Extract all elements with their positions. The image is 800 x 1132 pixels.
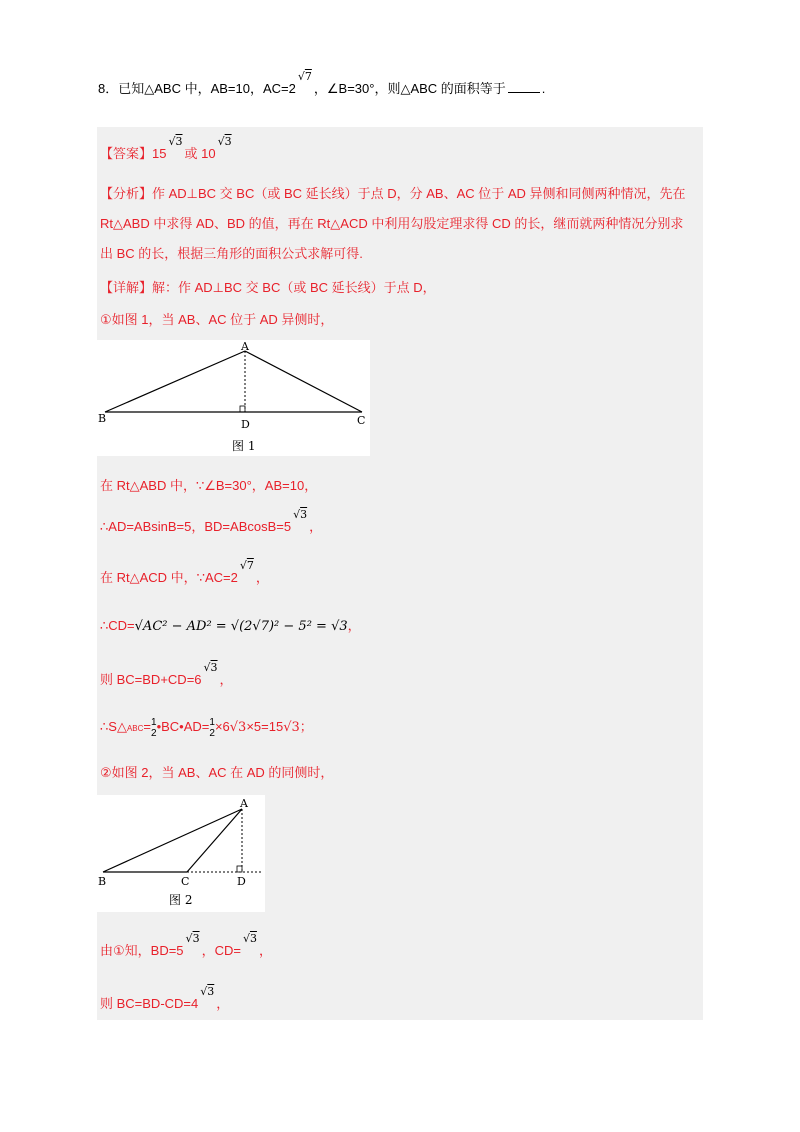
sqrt-3-b: √3 [217, 135, 232, 148]
sqrt-3: √3 [200, 985, 215, 998]
question-suffix: . [541, 81, 546, 96]
right-angle-mark [240, 406, 245, 412]
line-ab [103, 809, 242, 872]
answer-value-a: 15 [152, 146, 167, 161]
figure-2-label: 图 2 [169, 893, 193, 907]
detail-line: 【详解】解：作 AD⊥BC 交 BC（或 BC 延长线）于点 D， [100, 280, 436, 295]
answer-label: 【答案】 [100, 146, 153, 161]
case1-line-3: 在 Rt△ACD 中，$\because AC=2^{√7}$， [100, 559, 269, 585]
figure-1-svg [97, 340, 370, 456]
case1-line-1: 在 Rt△ABD 中，∵∠B=30°，AB=10， [100, 478, 318, 493]
figure-2 [97, 795, 265, 912]
figure-1-label: 图 1 [232, 439, 256, 453]
case1-intro: ①如图 1，当 AB、AC 位于 AD 异侧时， [100, 312, 334, 327]
question-middle: ，∠B=30°，则△ABC 的面积等于 [313, 81, 506, 96]
point-a: A [240, 797, 248, 810]
line-ab [105, 351, 245, 412]
answer-or: 或 10 [184, 146, 216, 161]
question-prefix: 8．已知△ABC 中，AB=10，AC=2 [98, 81, 296, 96]
right-angle-mark [237, 866, 242, 872]
point-c: C [357, 414, 366, 427]
sqrt-7: √7 [297, 70, 312, 83]
case1-line-6: ∴S△ABC= 1 2 •BC•AD= 1 2 ×6√3×5=15√3； [100, 716, 313, 739]
sqrt-3: √3 [203, 661, 218, 674]
answer-blank [508, 81, 540, 93]
sqrt-7: √7 [239, 559, 254, 572]
analysis-line-3: 出 BC 的长，根据三角形的面积公式求解可得. [100, 246, 363, 261]
question [98, 70, 546, 97]
line-ac [187, 809, 242, 872]
sqrt-3-a: √3 [168, 135, 183, 148]
fraction-half: 1 2 [151, 716, 157, 739]
case2-intro: ②如图 2，当 AB、AC 在 AD 的同侧时， [100, 765, 334, 780]
analysis-label: 【分析】 [100, 186, 153, 201]
case1-line-5: 则 $BC=BD+CD=6^{√3}$， [100, 661, 233, 687]
point-d: D [241, 418, 250, 431]
case1-line-2: ∴AD=ABsinB=5，$BD=ABcosB=5^{√3}$， [100, 508, 323, 534]
sqrt-3: √3 [293, 508, 308, 521]
sqrt-3: √3 [242, 932, 257, 945]
line-ac [245, 351, 362, 412]
figure-2-svg [97, 795, 265, 912]
point-c: C [181, 875, 190, 888]
point-d: D [237, 875, 246, 888]
case1-line-4: ∴CD=√AC² − AD² = √(2√7)² − 5² = √3， [100, 618, 361, 634]
point-a: A [241, 340, 249, 353]
analysis-line-1: 【分析】作 AD⊥BC 交 BC（或 BC 延长线）于点 D，分 AB、AC 位于 AD 异侧和同侧两种情况，先在 [100, 186, 686, 201]
case2-line-1: 由①知，$BD=5^{√3}$，CD=$^{√3}$， [100, 932, 272, 958]
figure-1 [97, 340, 370, 456]
case2-line-2: 则 $BC=BD-CD=4^{√3}$， [100, 985, 230, 1011]
cd-formula: √AC² − AD² = √(2√7)² − 5² = √3 [134, 619, 348, 634]
detail-label: 【详解】 [100, 280, 153, 295]
sqrt-3: √3 [185, 932, 200, 945]
point-b: B [98, 875, 107, 888]
analysis-line-2: Rt△ABD 中求得 AD、BD 的值，再在 Rt△ACD 中利用勾股定理求得 CD 的长，继而就两种情况分别求 [100, 216, 684, 231]
point-b: B [98, 412, 107, 425]
fraction-half: 1 2 [209, 716, 215, 739]
answer-line [100, 135, 234, 162]
